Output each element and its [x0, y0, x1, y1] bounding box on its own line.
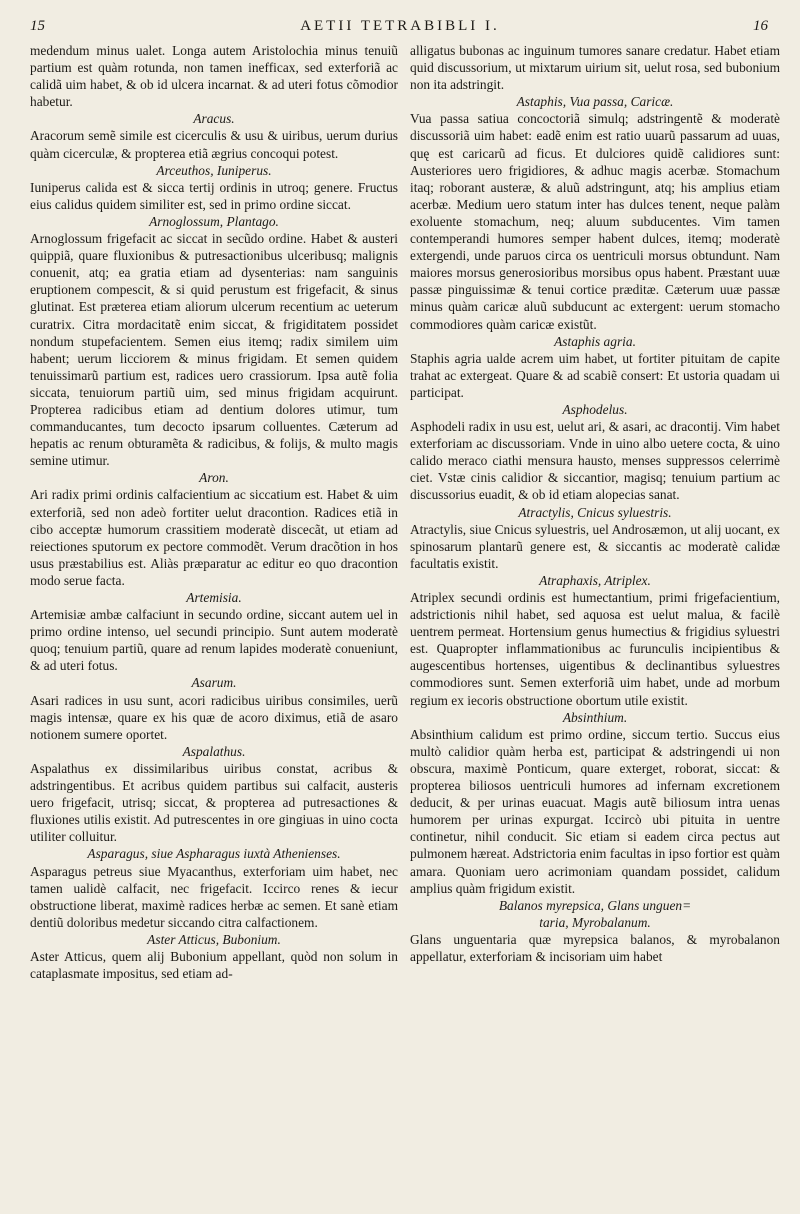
- paragraph: Arnoglossum frigefacit ac siccat in secũdo ordine. Habet & austeri quippiã, quare fluxionibus & putresactionibus ulceribusq; malignis conuenit, atq; ea gratia etiam ad dysenterias: nam sanguinis eruptionem compescit, & si quid perustum est frigefacit, & sinus glutinat. Est præterea etiam aliorum ulcerum recentium ac ueterum curatrix. Citra mordacitatẽ enim siccat, & frigiditatem possidet nondum stupefacientem. Semen eius itemq; radix similem uim habent; uerum licciorem & minus frigidam. Et semen quidem tenuissimarũ partium est, radices uero crassiorum. Ipsa autẽ folia siccata, tenuiorum partiũ uim, sed minus frigidam acquirunt. Propterea radicibus etiam ad dentium dolores utimur, tum commanducantes, tum decocto ipsarum colluentes. Cæterum ad hepatis ac renum obturamẽta & radicibus, & folijs, & multo magis semine utimur.: [30, 231, 398, 469]
- right-column: [410, 42, 780, 1202]
- entry-heading: Atraphaxis, Atriplex.: [539, 572, 651, 588]
- paragraph: Artemisiæ ambæ calfaciunt in secundo ordine, siccant autem uel in primo ordine intenso, uel secundi principio. Sunt autem moderatè quoq; tenuium partiũ, quare ad renum lapides moderatè conueniunt, & ad uteri fotus.: [30, 607, 398, 674]
- paragraph: alligatus bubonas ac inguinum tumores sanare credatur. Habet etiam quid discussorium, ut mixtarum uirium sit, uelut rosa, sed bubonium non ita adstringit.: [410, 43, 780, 93]
- page-number-left: 15: [30, 18, 45, 34]
- left-column: [30, 42, 398, 1202]
- entry-heading: Asarum.: [191, 675, 237, 691]
- paragraph: Atractylis, siue Cnicus syluestris, uel Androsæmon, ut alij uocant, ex spinosarum plantarũ genere est, & siccantis ac moderatè calidæ facultatis existit.: [410, 521, 780, 571]
- entry-heading: Absinthium.: [562, 709, 628, 725]
- paragraph: Aracorum semẽ simile est cicerculis & usu & uiribus, uerum durius quàm cicerculæ, & propterea etiã ægrius concoqui potest.: [30, 128, 398, 161]
- entry-heading: Aron.: [199, 470, 229, 486]
- entry-heading: Arceuthos, Iuniperus.: [156, 162, 272, 178]
- paragraph: Asparagus petreus siue Myacanthus, exterforiam uim habet, nec tamen ualidè calfacit, nec frigefacit. Iccirco renes & iecur obstructione liberat, maximè radices herbæ ac semen. Et sanè etiam dentiũ doloribus medetur siccando citra calfactionem.: [30, 863, 398, 930]
- paragraph: medendum minus ualet. Longa autem Aristolochia minus tenuiũ partium est quàm rotunda, non tamen inefficax, sed exterforiã ac calidã uim habet, & ob id ulcera incarnat. & ad uteri fotus cõmodior habetur.: [30, 43, 398, 110]
- entry-heading: Aracus.: [193, 111, 235, 127]
- paragraph: Glans unguentaria quæ myrepsica balanos, & myrobalanon appellatur, exterforiam & incisoriam uim habet: [410, 931, 780, 964]
- paragraph: Absinthium calidum est primo ordine, siccum tertio. Succus eius multò calidior quàm herba est, participat & adstringendi ui non obscura, maximè Ponticum, quare exterget, roborat, siccat: & propterea biliosos uentriculi humores ad infernam excretionem deducit, & per urinas euacuat. Magis autẽ biliosum intra uenas humorem per urinas expurgat. Iccircò ubi pituita in uentre continetur, nihil conducit. Sic etiam si eadem circa pectus aut pulmonem hæreat. Adstrictoria enim facultas in ipso fortior est quàm amara. Quoniam uero acrimoniam quandam possidet, calidum amplius quàm frigidum existit.: [410, 726, 780, 896]
- paragraph: Aster Atticus, quem alij Bubonium appellant, quòd non solum in cataplasmate impositus, sed etiam ad-: [30, 948, 398, 982]
- paragraph: Iuniperus calida est & sicca tertij ordinis in utroq; genere. Fructus eius calidus quidem similiter est, sed in primo ordine siccat.: [30, 179, 398, 212]
- entry-heading: taria, Myrobalanum.: [539, 914, 651, 930]
- entry-heading: Aspalathus.: [182, 743, 246, 759]
- paragraph: Vua passa satiua concoctoriã simulq; adstringentẽ & moderatè discussoriã uim habet: eadẽ enim est ratio uuarũ passarum ad uuas, quę est caricarũ ad ficus. Et dulciores quidẽ calidiores sunt: Austeriores uero frigidiores, & adhuc magis acerbæ. Stomachum itaq; roborant austeræ, & aluũ adstringunt, atq; his amplius etiam acerbæ. Medium uero statum inter has dulces tenent, neque palàm exoluente stomachum, neq; aluum subducentes. Vim tamen contemperandi humores semper habent dulces, itemq; moderatè extergendi, unde paruos circa os uentriculi morsus obtundunt. Nam maiores morsus generosioribus morsibus opus habent. Præstant uuæ passæ pinguissimæ & tenui cortice præditæ. Cæterum uuæ passæ minus quàm caricæ aluũ subducunt ac extergent: uerum stomacho commodiores quàm caricæ existũt.: [410, 111, 780, 332]
- entry-heading: Astaphis, Vua passa, Caricæ.: [516, 94, 674, 110]
- entry-heading: Aster Atticus, Bubonium.: [147, 931, 281, 947]
- entry-heading: Artemisia.: [186, 590, 242, 605]
- entry-heading: Atractylis, Cnicus syluestris.: [518, 504, 672, 520]
- paragraph: Asari radices in usu sunt, acori radicibus uiribus consimiles, uerũ magis intensæ, quare ex his quæ de acoro diximus, etiã de asaro notionem sumere oportet.: [30, 692, 398, 742]
- paragraph: Atriplex secundi ordinis est humectantium, primi frigefacientium, adstrictionis nihil habet, sed aquosa est uelut malua, & facilè uentrem permeat. Hortensium genus humectius & frigidius syluestri est. Quapropter inflammationibus ac furunculis incipientibus & augescentibus hortenses, uigentibus & declinantibus syluestres commodiores sunt. Semen exterforiã uim habet, unde ad morbum regium ex iecoris obstructione obortum utile existit.: [410, 590, 780, 708]
- running-title: AETII TETRABIBLI I.: [300, 18, 500, 34]
- entry-heading: Asparagus, siue Aspharagus iuxtà Athenienses.: [87, 846, 341, 862]
- paragraph: Asphodeli radix in usu est, uelut ari, & asari, ac dracontij. Vim habet exterforiam ac discussoriam. Vnde in uino albo uetere cocta, & uino calido meraco ciathi mensura hausto, menses suppressos celerrimè ciet. Vstæ cinis calidior & siccantior, magisq; tenuium partium ac discussorius euadit, & ob id etiam alopecias sanat.: [410, 419, 780, 503]
- running-header: [0, 18, 800, 40]
- paragraph: Ari radix primi ordinis calfacientium ac siccatium est. Habet & uim exterforiã, sed non adeò fortiter uelut dracontion. Radices etiã in cibo acceptæ humorum crassitiem moderatè discecãt, ut etiam ad reiectiones sputorum ex pectore commodẽt. Verum dracõtion in hos usus præstabilius est. Aliàs præparatur ac editur eo quo dracontion modo serue facta.: [30, 487, 398, 588]
- entry-heading: Asphodelus.: [562, 401, 628, 417]
- entry-heading: Balanos myrepsica, Glans unguen=: [498, 897, 692, 913]
- entry-heading: Arnoglossum, Plantago.: [149, 213, 279, 229]
- entry-heading: Astaphis agria.: [554, 333, 636, 349]
- page-number-right: 16: [753, 18, 768, 34]
- paragraph: Staphis agria ualde acrem uim habet, ut fortiter pituitam de capite trahat ac extergeat. Quare & ad scabiẽ consert: Et ustoria quadam ui participat.: [410, 350, 780, 400]
- paragraph: Aspalathus ex dissimilaribus uiribus constat, acribus & adstringentibus. Et acribus quidem partibus sui calfacit, austeris uero frigefacit, utrisq; siccat, & propterea ad putresactiones & fluxiones utilis existit. Ad putrescentes in ore gingiuas in uino cocta utiliter colluitur.: [30, 760, 398, 845]
